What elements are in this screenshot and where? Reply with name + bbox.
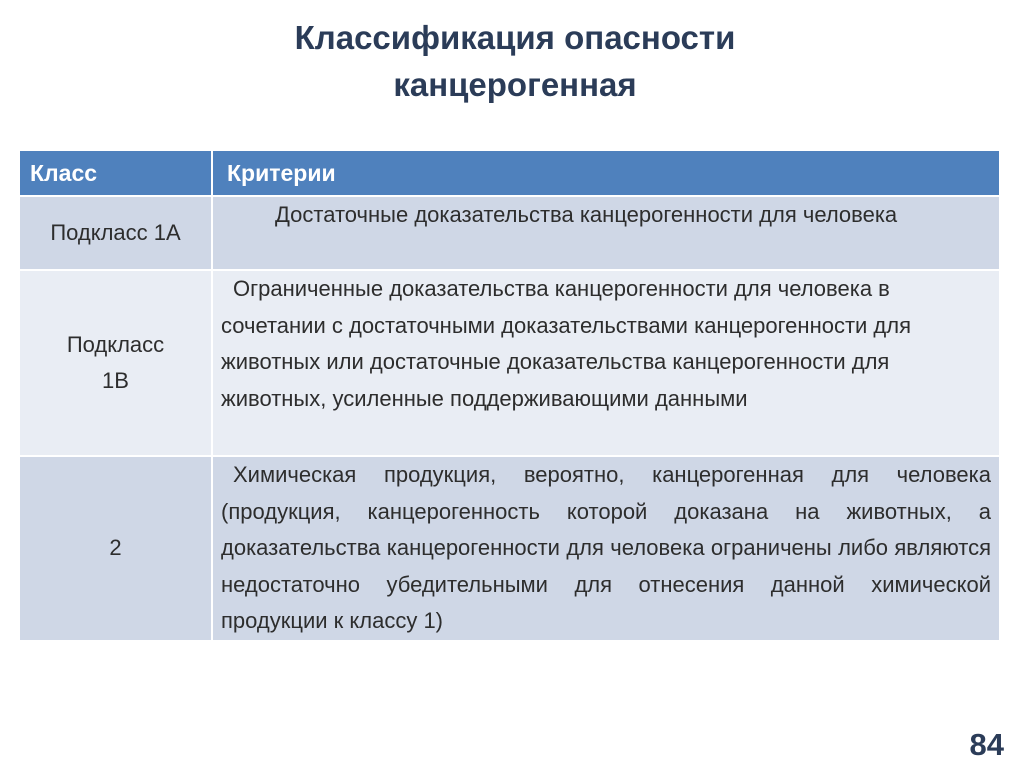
criteria-cell bbox=[212, 270, 1000, 456]
class-label: Подкласс 1В bbox=[66, 331, 165, 393]
class-cell bbox=[19, 456, 212, 641]
table-header-row bbox=[19, 150, 1000, 196]
class-cell bbox=[19, 196, 212, 270]
classification-table bbox=[18, 149, 1001, 642]
class-label: Подкласс 1А bbox=[50, 219, 181, 245]
title-line-1: Классификация опасности bbox=[294, 19, 736, 56]
class-cell bbox=[19, 270, 212, 456]
criteria-text: Ограниченные доказательства канцерогенности для человека в сочетании с достаточными доказательствами канцерогенности для животных или достаточные доказательства канцерогенности для животных, усиленные поддерживающими данными bbox=[221, 276, 912, 411]
table-row bbox=[19, 456, 1000, 641]
header-class: Класс bbox=[19, 150, 212, 196]
table-row bbox=[19, 196, 1000, 270]
table-row bbox=[19, 270, 1000, 456]
header-criteria: Критерии bbox=[212, 150, 1000, 196]
criteria-cell bbox=[212, 196, 1000, 270]
criteria-text: Достаточные доказательства канцерогенности для человека bbox=[275, 202, 898, 227]
criteria-text: Химическая продукция, вероятно, канцерогенная для человека (продукция, канцерогенность которой доказана на животных, а доказательства канцерогенности для человека ограничены либо являются недостаточно убедительными для отнесения данной химической продукции к классу 1) bbox=[221, 462, 991, 633]
slide-title bbox=[250, 14, 780, 108]
title-line-2: канцерогенная bbox=[393, 66, 637, 103]
page-number: 84 bbox=[969, 727, 1004, 762]
criteria-cell bbox=[212, 456, 1000, 641]
class-label: 2 bbox=[109, 535, 122, 561]
